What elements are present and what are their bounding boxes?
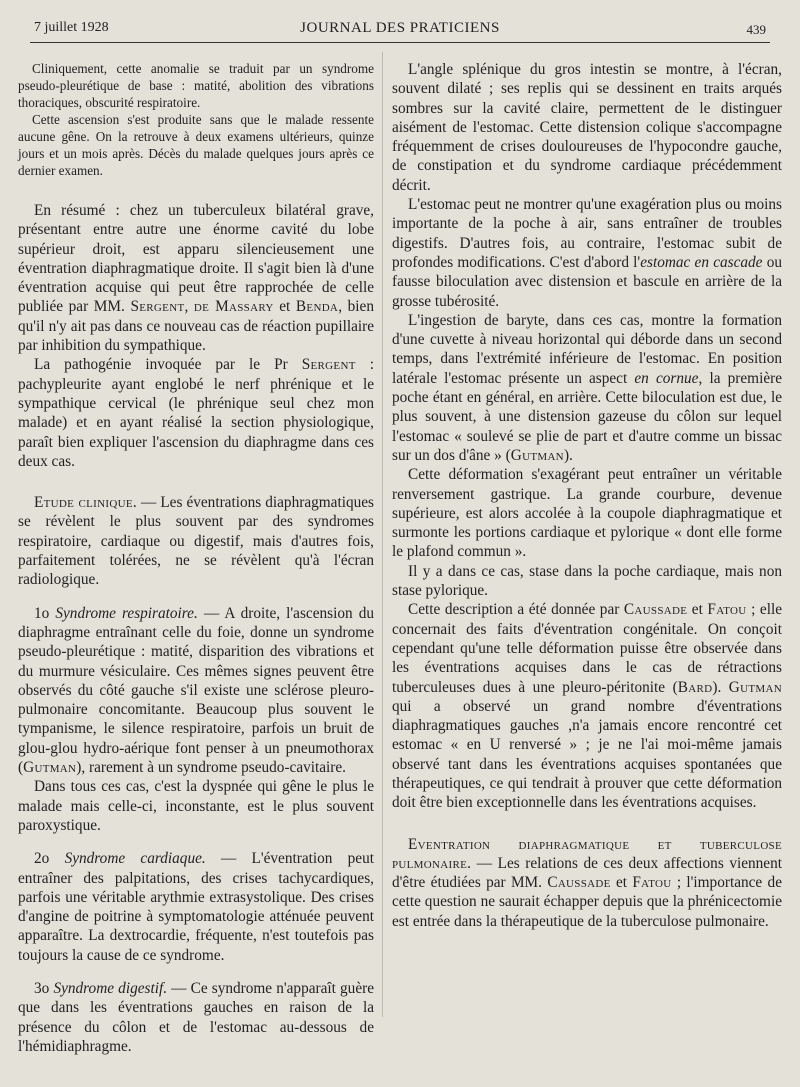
paragraph-dyspnee: Dans tous ces cas, c'est la dyspnée qui gêne le plus le malade mais celle-ci, inconstante, est le plus souvent paroxystique.	[18, 778, 374, 834]
section-eventration-tuberculose: Eventration diaphragmatique et tuberculose pulmonaire. — Les relations de ces deux affections viennent d'être étudiées par MM. Caussade et Fatou ; l'importance de cette question ne saurait échapper depuis que la phrénicectomie est entrée dans la thérapeutique de la tuberculose pulmonaire.	[392, 835, 782, 930]
left-column	[18, 60, 374, 1077]
section-heading: Syndrome digestif.	[53, 979, 168, 997]
section-heading: Syndrome respiratoire.	[55, 604, 198, 622]
paragraph-deformation: Cette déformation s'exagérant peut entraîner un véritable renversement gastrique. La grande courbure, devenue supérieure, est alors accolée à la coupole diaphragmatique et surmonte les portions cardiaque et pylorique « dont elle forme le plafond commun ».	[392, 466, 782, 561]
column-divider	[382, 52, 383, 1017]
section-etude-clinique: Etude clinique. — Les éventrations diaphragmatiques se révèlent le plus souvent par des syndromes respiratoire, cardiaque ou digestif, mais d'autres fois, parfaitement tolérées, ne se révèlent qu'à l'écran radiologique.	[18, 494, 374, 589]
case-note-paragraph: Cliniquement, cette anomalie se traduit par un syndrome pseudo-pleurétique de base : matité, abolition des vibrations thoraciques, obscurité respiratoire.	[18, 61, 374, 110]
page-number: 439	[746, 22, 766, 37]
header-date: 7 juillet 1928	[34, 20, 109, 35]
section-heading: Etude clinique.	[34, 494, 137, 512]
section-syndrome-cardiaque: 2o Syndrome cardiaque. — L'éventration peut entraîner des palpitations, des crises tachycardiques, parfois une véritable arythmie extrasystolique. Des crises d'angine de poitrine à symptomatologie atténuée peuvent apparaître. La dextrocardie, fréquente, n'est toutefois pas toujours la cause de ce syndrome.	[18, 850, 374, 964]
case-note-paragraph: Cette ascension s'est produite sans que le malade ressente aucune gêne. On la retrouve à deux examens ultérieurs, quinze jours et un mois après. Décès du malade quelques jours après ce dernier examen.	[18, 112, 374, 178]
paragraph-description: Cette description a été donnée par Caussade et Fatou ; elle concernait des faits d'éventration congénitale. On conçoit cependant qu'une telle déformation puisse être observée dans les éventrations acquises dans le cas de rétractions tuberculeuses dues à une pleuro-péritonite (Bard). Gutman qui a observé un grand nombre d'éventrations diaphragmatiques gauches ,n'a jamais encore rencontré cet estomac « en U renversé » ; je ne l'ai moi-même jamais observé tant dans les éventrations acquises spontanées que thérapeutiques, ce qui tendrait à prouver que cette déformation doit être bien exceptionnelle dans les éventrations acquises.	[392, 601, 782, 812]
section-syndrome-digestif: 3o Syndrome digestif. — Ce syndrome n'apparaît guère que dans les éventrations gauches en raison de la présence du côlon et de l'estomac au-dessous de l'hémidiaphragme.	[18, 979, 374, 1055]
section-syndrome-respiratoire: 1o Syndrome respiratoire. — A droite, l'ascension du diaphragme entraînant celle du foie, donne un syndrome pseudo-pleurétique : matité, disparition des vibrations et du murmure vésiculaire. Ces mêmes signes peuvent être observés du côté gauche s'il existe une sclérose pleuro-pulmonaire concomitante. Beaucoup plus souvent le tympanisme, le silence respiratoire, parfois un bruit de glou-glou hydro-aérique font penser à un pneumothorax (Gutman), rarement à un syndrome pseudo-cavitaire.	[18, 604, 374, 777]
paragraph-estomac: L'estomac peut ne montrer qu'une exagération plus ou moins importante de la poche à air, sans entraîner de troubles digestifs. D'autres fois, au contraire, l'estomac subit de profondes modifications. C'est d'abord l'estomac en cascade ou fausse biloculation avec distension et bascule en arrière de la grosse tubérosité.	[392, 196, 783, 310]
journal-title: JOURNAL DES PRATICIENS	[300, 20, 500, 36]
running-header	[30, 18, 770, 43]
paragraph-baryte: L'ingestion de baryte, dans ces cas, montre la formation d'une cuvette à niveau horizontal qui déborde dans un second temps, dans l'extrémité inférieure de l'estomac. En position latérale l'estomac présente un aspect en cornue, la première poche étant en général, en arrière. Cette biloculation est due, le plus souvent, à une distension gazeuse du côlon sur lequel l'estomac « soulevé se plie de part et d'autre comme un bissac sur un dos d'âne » (Gutman).	[392, 311, 782, 464]
case-note	[18, 60, 374, 179]
paragraph-pathogenie: La pathogénie invoquée par le Pr Sergent : pachypleurite ayant englobé le nerf phrénique et le sympathique cervical (le phrénique seul chez mon malade) et en ayant réalisé la section physiologique, paraît bien expliquer l'ascension du diaphragme dans ces deux cas.	[18, 356, 375, 470]
paragraph-stase: Il y a dans ce cas, stase dans la poche cardiaque, mais non stase pylorique.	[392, 562, 782, 600]
right-column	[392, 60, 782, 1077]
paragraph-resume: En résumé : chez un tuberculeux bilatéral grave, présentant entre autre une énorme cavité du lobe supérieur droit, est apparu silencieusement une éventration diaphragmatique droite. Il s'agit bien là d'une éventration acquise qui peut être rapprochée de celle publiée par MM. Sergent, de Massary et Benda, bien qu'il n'y ait pas dans ce nouveau cas de réaction pupillaire par inhibition du sympathique.	[18, 202, 374, 355]
section-heading: Eventration diaphragmatique et tuberculose pulmonaire.	[392, 835, 782, 872]
paragraph-angle-splenique: L'angle splénique du gros intestin se montre, à l'écran, souvent dilaté ; ses replis qui se dessinent en traits arqués sombres sur la cavité claire, permettent de le distinguer aisément de l'estomac. Cette distension colique s'accompagne fréquemment de crises douloureuses de l'hypocondre gauche, de constipation et du syndrome cardiaque précédemment décrit.	[392, 61, 782, 194]
section-heading: Syndrome cardiaque.	[64, 850, 206, 868]
